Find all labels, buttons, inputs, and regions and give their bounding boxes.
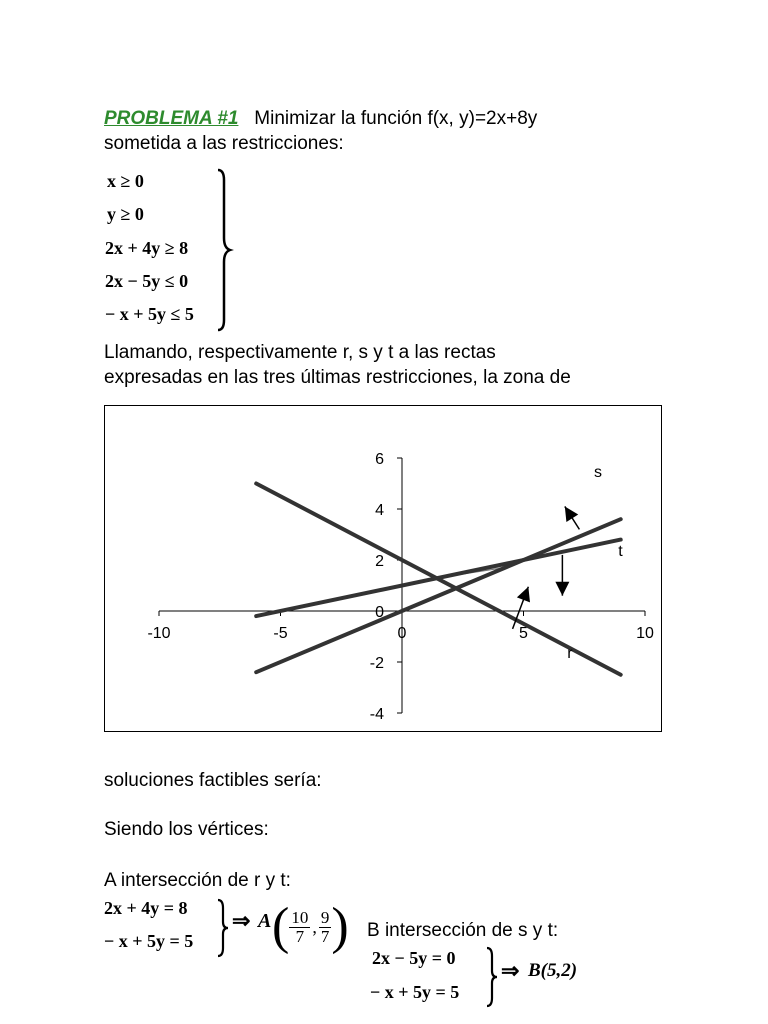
y-tick-label: 0: [375, 604, 384, 621]
vertex-a-brace: [215, 898, 231, 958]
line-label-t: t: [618, 542, 623, 560]
vertex-a-arrow: ⇒: [232, 908, 251, 933]
line-s: [256, 519, 621, 672]
vertex-a-label: A intersección de r y t:: [104, 870, 291, 891]
y-tick-label: 6: [375, 451, 384, 468]
line-label-s: s: [593, 463, 602, 481]
problem-intro: Minimizar la función f(x, y)=2x+8y: [254, 108, 538, 129]
fraction-2-num: 9: [320, 907, 330, 927]
problem-header: [104, 107, 537, 131]
line-label-r: r: [567, 644, 573, 662]
vertex-b-eq1: 2x − 5y = 0: [372, 948, 456, 968]
vertex-b-brace: [484, 946, 500, 1008]
fraction-2: [319, 909, 332, 946]
fraction-2-den: 7: [320, 926, 330, 946]
vertex-a-point: [272, 895, 349, 959]
y-tick-label: -2: [369, 655, 384, 672]
x-tick-label: -10: [147, 625, 171, 642]
constraints-brace: [214, 168, 234, 332]
feasible-region-chart: [105, 406, 660, 730]
x-tick-label: 10: [636, 625, 654, 642]
line-t: [256, 540, 621, 617]
x-tick-label: 0: [397, 625, 407, 642]
left-paren: (: [272, 898, 290, 955]
chart-frame: [104, 405, 662, 732]
paragraph-line-3: soluciones factibles sería:: [104, 770, 322, 791]
paragraph-line-1: Llamando, respectivamente r, s y t a las rectas: [104, 342, 496, 363]
vertex-a-name: A: [258, 910, 272, 932]
comma: ,: [312, 916, 317, 937]
vertex-a-eq2: − x + 5y = 5: [104, 931, 194, 951]
x-tick-label: 5: [519, 625, 528, 642]
vertex-b-arrow: ⇒: [501, 958, 520, 983]
fraction-1-den: 7: [295, 926, 305, 946]
vertex-b-eq2: − x + 5y = 5: [370, 982, 460, 1002]
y-tick-label: 2: [375, 553, 384, 570]
constraint-2: y ≥ 0: [107, 204, 144, 224]
x-tick-label: -5: [273, 625, 288, 642]
problem-heading: PROBLEMA #1: [104, 108, 239, 129]
constraint-3: 2x + 4y ≥ 8: [105, 238, 189, 258]
constraint-1: x ≥ 0: [107, 171, 144, 191]
y-tick-label: -4: [369, 706, 384, 723]
arrow-s-head: [565, 506, 578, 522]
fraction-1: [289, 909, 310, 946]
constraint-5: − x + 5y ≤ 5: [105, 304, 194, 324]
constraint-4: 2x − 5y ≤ 0: [105, 271, 189, 291]
paragraph-line-4: Siendo los vértices:: [104, 819, 269, 840]
arrow-t-head: [555, 582, 569, 596]
fraction-1-num: 10: [291, 907, 309, 927]
paragraph-line-2: expresadas en las tres últimas restricciones, la zona de: [104, 367, 571, 388]
right-paren: ): [331, 898, 349, 955]
y-tick-label: 4: [375, 502, 384, 519]
problem-intro-2: sometida a las restricciones:: [104, 133, 344, 154]
vertex-b-result: B(5,2): [528, 960, 578, 981]
vertex-b-label: B intersección de s y t:: [367, 920, 559, 941]
vertex-a-eq1: 2x + 4y = 8: [104, 898, 188, 918]
